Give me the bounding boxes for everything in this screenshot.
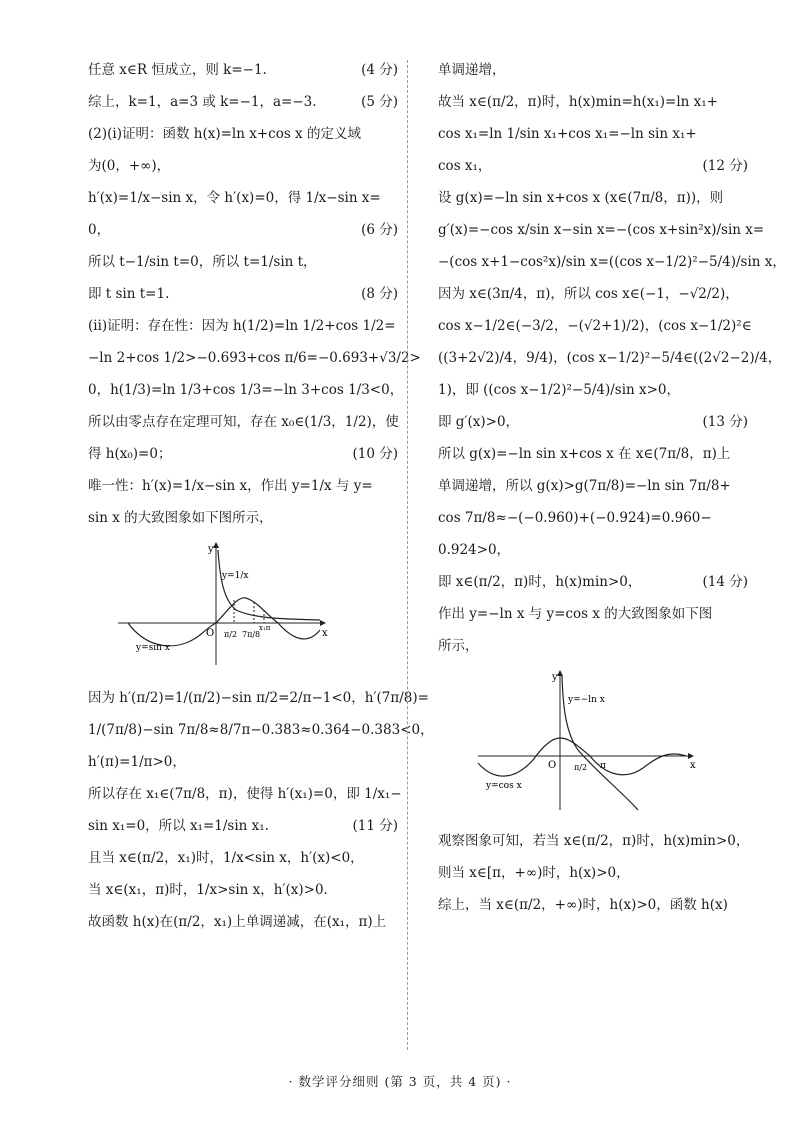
line-text: 0，h(1/3)=ln 1/3+cos 1/3=−ln 3+cos 1/3<0， [88,382,404,398]
curve-1-label: y=1/x [222,571,249,581]
line-text: 为(0，+∞)， [88,158,171,174]
score-label [742,188,748,208]
line-text: 因为 x∈(3π/4，π)，所以 cos x∈(−1，−√2/2)， [438,286,739,302]
text-line [88,252,398,272]
score-label: (14 分) [702,574,748,590]
line-text: 且当 x∈(π/2，x₁)时，1/x<sin x，h′(x)<0， [88,850,364,866]
line-text: 观察图象可知，若当 x∈(π/2，π)时，h(x)min>0， [438,833,750,849]
x-axis-label: x [690,760,696,771]
text-line [88,348,421,368]
score-label [392,848,398,868]
text-line [438,895,748,915]
line-text: cos x−1/2∈(−3/2，−(√2+1)/2)，(cos x−1/2)²∈ [438,318,752,334]
tick-seven-pi-eighths: 7π/8 [242,630,261,639]
score-label [742,124,748,144]
line-text: 1/(7π/8)−sin 7π/8≈8/7π−0.383≈0.364−0.383<0， [88,722,434,738]
score-label: (6 分) [361,222,398,238]
text-line [88,508,398,528]
line-text: g′(x)=−cos x/sin x−sin x=−(cos x+sin²x)/sin x= [438,222,765,238]
left-text-block-2 [88,688,434,932]
line-text: h′(x)=1/x−sin x，令 h′(x)=0，得 1/x−sin x= [88,190,381,206]
line-text: cos x₁=ln 1/sin x₁+cos x₁=−ln sin x₁+ [438,126,697,142]
line-text: 所以存在 x₁∈(7π/8，π)，使得 h′(x₁)=0，即 1/x₁− [88,786,402,802]
column-divider [407,60,408,1050]
text-line [88,316,398,336]
x-axis-arrow-icon [320,620,326,626]
origin-label: O [206,628,215,639]
line-text: 得 h(x₀)=0； [88,446,172,462]
text-line [438,220,765,240]
page-footer: · 数学评分细则 (第 3 页，共 4 页) · [288,1074,512,1089]
line-text: 则当 x∈[π，+∞)时，h(x)>0， [438,865,630,881]
text-line [88,156,398,176]
text-line [438,863,748,883]
score-label [392,508,398,528]
score-label [752,316,758,336]
score-label [392,252,398,272]
score-label: (11 分) [352,818,398,834]
score-label [742,540,748,560]
text-line [88,688,429,708]
line-text: sin x₁=0，所以 x₁=1/sin x₁. [88,818,269,834]
line-text: cos x₁， [438,158,492,174]
text-line [438,188,748,208]
score-label [742,92,748,112]
curve-1-label: y=−ln x [568,695,605,705]
tick-x1-pi: x₁π [259,624,271,632]
score-label [742,604,748,624]
score-label [421,348,427,368]
text-line [438,252,786,272]
tick-pi: π [600,761,606,771]
graph-1 [88,540,328,670]
line-text: −(cos x+1−cos²x)/sin x=((cos x−1/2)²−5/4)/sin x， [438,254,786,270]
score-label [742,60,748,80]
y-axis-label: y [552,672,558,683]
score-label [742,476,748,496]
line-text: ((3+2√2)/4，9/4)，(cos x−1/2)²−5/4∈((2√2−2)/4， [438,350,782,366]
text-line [88,284,398,304]
line-text: (ⅱ)证明：存在性：因为 h(1/2)=ln 1/2+cos 1/2= [88,318,396,334]
text-line [88,188,398,208]
line-text: 0， [88,222,111,238]
text-line [438,124,748,144]
score-label [742,863,748,883]
score-label [764,220,770,240]
text-line [88,476,398,496]
score-label: (8 分) [361,286,398,302]
line-text: −ln 2+cos 1/2>−0.693+cos π/6=−0.693+√3/2> [88,350,421,366]
line-text: 即 g′(x)>0， [438,414,520,430]
text-line [88,412,398,432]
text-line [88,784,402,804]
line-text: 综上，当 x∈(π/2，+∞)时，h(x)>0，函数 h(x) [438,897,728,913]
text-line [438,604,748,624]
score-label [742,380,748,400]
score-label: (12 分) [702,158,748,174]
text-line [438,540,748,560]
right-text-block [438,60,786,656]
line-text: 唯一性：h′(x)=1/x−sin x，作出 y=1/x 与 y= [88,478,373,494]
score-label [392,476,398,496]
score-label [742,444,748,464]
score-label [392,188,398,208]
line-text: sin x 的大致图象如下图所示， [88,510,273,526]
line-text: 所以由零点存在定理可知，存在 x₀∈(1/3，1/2)，使 [88,414,399,430]
text-line [438,156,748,176]
tick-half-pi: π/2 [224,630,238,639]
text-line [438,831,748,851]
y-axis-label: y [208,544,214,555]
left-column [88,60,434,944]
score-label [742,895,748,915]
line-text: 即 x∈(π/2，π)时，h(x)min>0， [438,574,642,590]
y-axis-arrow-icon [213,542,219,548]
text-line [438,60,748,80]
line-text: h′(π)=1/π>0， [88,754,186,770]
line-text: 单调递增， [438,62,506,78]
score-label [786,252,792,272]
line-text: 所示， [438,638,479,654]
text-line [88,880,398,900]
text-line [438,316,752,336]
figure-2-cos-negative-log [438,668,748,813]
line-text: 1)，即 ((cos x−1/2)²−5/4)/sin x>0， [438,382,681,398]
text-line [438,412,748,432]
score-label [392,156,398,176]
text-line [88,912,398,932]
text-line [438,636,748,656]
text-line [88,60,398,80]
text-line [88,752,398,772]
line-text: 当 x∈(x₁，π)时，1/x>sin x，h′(x)>0. [88,882,328,898]
curve-2-label: y=cos x [486,781,522,791]
score-label: (10 分) [352,446,398,462]
score-label [742,636,748,656]
line-text: 所以 g(x)=−ln sin x+cos x 在 x∈(7π/8，π)上 [438,446,731,462]
score-label [742,508,748,528]
score-label [429,688,435,708]
tick-half-pi: π/2 [574,763,588,772]
line-text: cos 7π/8≈−(−0.960)+(−0.924)=0.960− [438,510,712,526]
line-text: 故当 x∈(π/2，π)时，h(x)min=h(x₁)=ln x₁+ [438,94,718,110]
curve-2-label: y=sin x [136,643,170,653]
y-axis-arrow-icon [557,670,563,676]
left-text-block [88,60,421,528]
text-line [88,380,404,400]
text-line [438,572,748,592]
score-label: (13 分) [702,414,748,430]
text-line [438,92,748,112]
score-label [399,412,405,432]
score-label: (5 分) [361,94,398,110]
line-text: 作出 y=−ln x 与 y=cos x 的大致图象如下图 [438,606,713,622]
line-text: 故函数 h(x)在(π/2，x₁)上单调递减，在(x₁，π)上 [88,914,387,930]
right-text-block-2 [438,831,748,915]
text-line [438,508,748,528]
line-text: 综上，k=1，a=3 或 k=−1，a=−3. [88,94,317,110]
line-text: 设 g(x)=−ln sin x+cos x (x∈(7π/8，π))，则 [438,190,724,206]
text-line [438,444,748,464]
graph-2 [438,668,698,813]
right-column [438,60,786,927]
score-label [392,880,398,900]
origin-label: O [548,760,557,771]
score-label [392,912,398,932]
text-line [88,816,398,836]
reciprocal-curve [218,550,320,620]
text-line [438,380,748,400]
line-text: 因为 h′(π/2)=1/(π/2)−sin π/2=2/π−1<0，h′(7π/8)= [88,690,429,706]
text-line [88,124,398,144]
text-line [438,348,782,368]
score-label [781,348,787,368]
line-text: (2)(ⅰ)证明：函数 h(x)=ln x+cos x 的定义域 [88,126,361,142]
text-line [88,444,398,464]
line-text: 单调递增，所以 g(x)>g(7π/8)=−ln sin 7π/8+ [438,478,731,494]
score-label [742,284,748,304]
text-line [88,848,398,868]
text-line [88,720,434,740]
line-text: 所以 t−1/sin t=0，所以 t=1/sin t， [88,254,317,270]
score-label [392,752,398,772]
text-line [438,476,748,496]
x-axis-label: x [322,628,328,639]
line-text: 0.924>0， [438,542,511,558]
text-line [88,220,398,240]
score-label: (4 分) [361,62,398,78]
score-label [749,831,755,851]
score-label [396,316,402,336]
line-text: 即 t sin t=1. [88,286,170,302]
score-label [392,124,398,144]
figure-1-sin-reciprocal [88,540,398,670]
text-line [88,92,398,112]
text-line [438,284,748,304]
line-text: 任意 x∈R 恒成立，则 k=−1. [88,62,267,78]
x-axis-arrow-icon [688,753,694,759]
